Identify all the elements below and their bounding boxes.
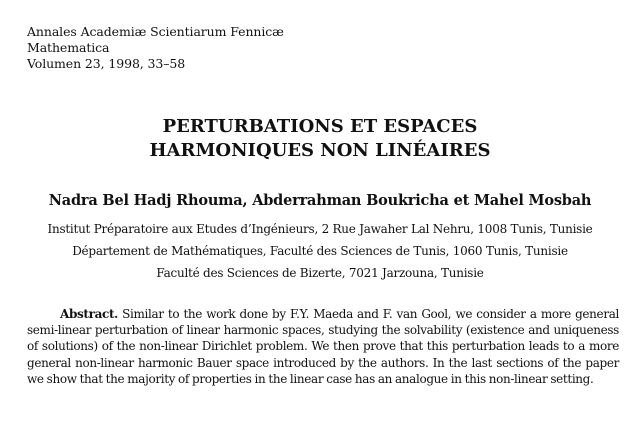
affiliation-2: Département de Mathématiques, Faculté des Sciences de Tunis, 1060 Tunis, Tunisie: [72, 244, 568, 258]
journal-header: [27, 24, 284, 72]
affiliation-1: Institut Préparatoire aux Etudes d’Ingénieurs, 2 Rue Jawaher Lal Nehru, 1008 Tunis, Tunisie: [47, 222, 593, 236]
abstract-text: Similar to the work done by F.Y. Maeda and F. van Gool, we consider a more general semi-linear perturbation of linear harmonic spaces, studying the solvability (existence and uniqueness of solutions) of the non-linear Dirichlet problem. We then prove that this perturbation leads to a more general non-linear harmonic Bauer space introduced by the authors. In the last sections of the paper we show that the majority of properties in the linear case has an analogue in this non-linear setting.: [27, 307, 619, 386]
paper-title-line-2: HARMONIQUES NON LINÉAIRES: [149, 140, 491, 161]
paper-title-line-1: PERTURBATIONS ET ESPACES: [162, 116, 478, 137]
journal-name: Annales Academiæ Scientiarum Fennicæ: [27, 24, 284, 39]
paper-authors: Nadra Bel Hadj Rhouma, Abderrahman Boukricha et Mahel Mosbah: [48, 192, 592, 209]
journal-series: Mathematica: [27, 40, 110, 55]
affiliation-3: Faculté des Sciences de Bizerte, 7021 Jarzouna, Tunisie: [156, 266, 484, 280]
paper-title: [0, 115, 640, 163]
journal-volume: Volumen 23, 1998, 33–58: [27, 56, 186, 71]
abstract: [27, 306, 619, 387]
affiliations: [0, 218, 640, 284]
abstract-label: Abstract.: [60, 307, 118, 321]
